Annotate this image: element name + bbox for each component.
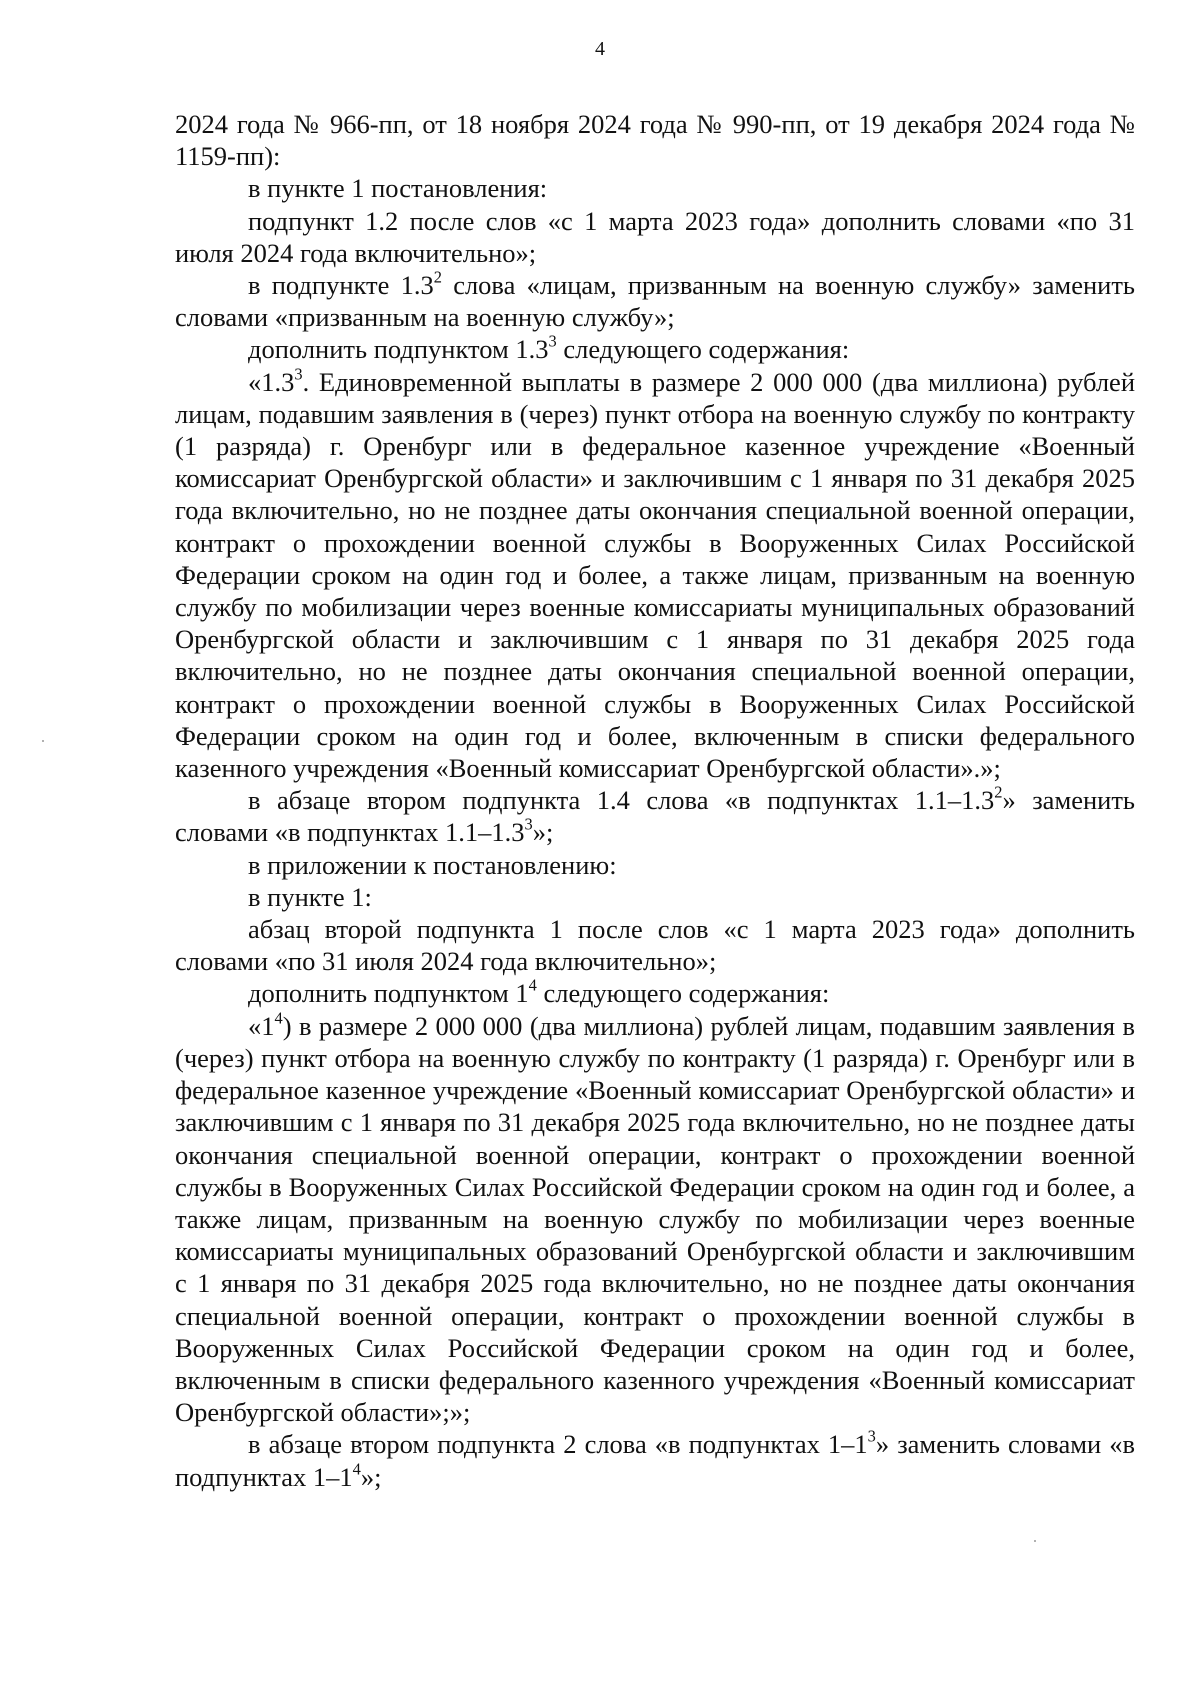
paragraph-text: в подпункте 1.3 — [248, 270, 434, 301]
paragraph-text: в пункте 1 постановления: — [248, 173, 548, 204]
paragraph — [175, 1428, 1135, 1492]
paragraph — [175, 366, 1135, 785]
superscript: 3 — [524, 814, 533, 834]
paragraph-text: следующего содержания: — [536, 978, 830, 1009]
paragraph — [175, 1010, 1135, 1429]
paragraph-text: абзац второй подпункта 1 после слов «с 1 марта 2023 года» дополнить словами «по 31 июля 2024 года включительно»; — [175, 914, 1135, 977]
superscript: 4 — [528, 975, 537, 995]
paragraph-text: в абзаце втором подпункта 2 слова «в подпунктах 1–1 — [248, 1429, 868, 1460]
superscript: 3 — [548, 331, 557, 351]
paragraph-text: в пункте 1: — [248, 881, 372, 912]
paragraph — [175, 108, 1135, 172]
paragraph-text: » заменить словами «в подпунктах 1.1–1.3 — [175, 785, 1135, 848]
paragraph-text: 2024 года № 966-пп, от 18 ноября 2024 года № 990-пп, от 19 декабря 2024 года № 1159-пп): — [175, 109, 1135, 172]
paragraph-text: . Единовременной выплаты в размере 2 000 000 (два миллиона) рублей лицам, подавшим заявления в (через) пункт отбора на военную службу по контракту (1 разряда) г. Оренбург или в федеральное казенное учреждение «Военный комиссариат Оренбургской области» и заключившим с 1 января по 31 декабря 2025 года включительно, но не позднее даты окончания специальной военной операции, контракт о прохождении военной службы в Вооруженных Силах Российской Федерации сроком на один год и более, а также лицам, призванным на военную службу по мобилизации через военные комиссариаты муниципальных образований Оренбургской области и заключившим с 1 января по 31 декабря 2025 года включительно, но не позднее даты окончания специальной военной операции, контракт о прохождении военной службы в Вооруженных Силах Российской Федерации сроком на один год и более, включенным в списки федерального казенного учреждения «Военный комиссариат Оренбургской области».»; — [175, 366, 1135, 784]
superscript: 4 — [352, 1459, 361, 1479]
paragraph-text: дополнить подпунктом 1.3 — [248, 334, 549, 365]
document-body — [175, 108, 1135, 1493]
paragraph — [175, 205, 1135, 269]
paragraph — [175, 849, 1135, 881]
superscript: 3 — [867, 1426, 876, 1446]
page-number: 4 — [595, 38, 605, 60]
paragraph — [175, 269, 1135, 333]
paragraph-text: »; — [360, 1461, 382, 1492]
paragraph-text: слова «лицам, призванным на военную службу» заменить словами «призванным на военную службу»; — [175, 270, 1135, 333]
paragraph-text: » заменить словами «в подпунктах 1–1 — [175, 1429, 1135, 1492]
paragraph-text: «1.3 — [248, 366, 295, 397]
paragraph-text: следующего содержания: — [556, 334, 850, 365]
superscript: 2 — [433, 267, 442, 287]
superscript: 4 — [274, 1008, 283, 1028]
paragraph-text: в абзаце втором подпункта 1.4 слова «в подпунктах 1.1–1.3 — [248, 785, 995, 816]
scan-speck — [1034, 1540, 1036, 1542]
paragraph — [175, 172, 1135, 204]
paragraph-text: подпункт 1.2 после слов «с 1 марта 2023 года» дополнить словами «по 31 июля 2024 года включительно»; — [175, 205, 1135, 268]
paragraph — [175, 333, 1135, 365]
paragraph-text: дополнить подпунктом 1 — [248, 978, 529, 1009]
scan-speck — [42, 740, 44, 742]
paragraph — [175, 784, 1135, 848]
superscript: 3 — [294, 364, 303, 384]
paragraph-text: ) в размере 2 000 000 (два миллиона) рублей лицам, подавшим заявления в (через) пункт отбора на военную службу по контракту (1 разряда) г. Оренбург или в федеральное казенное учреждение «Военный комиссариат Оренбургской области» и заключившим с 1 января по 31 декабря 2025 года включительно, но не позднее даты окончания специальной военной операции, контракт о прохождении военной службы в Вооруженных Силах Российской Федерации сроком на один год и более, а также лицам, призванным на военную службу по мобилизации через военные комиссариаты муниципальных образований Оренбургской области и заключившим с 1 января по 31 декабря 2025 года включительно, но не позднее даты окончания специальной военной операции, контракт о прохождении военной службы в Вооруженных Силах Российской Федерации сроком на один год и более, включенным в списки федерального казенного учреждения «Военный комиссариат Оренбургской области»;»; — [175, 1010, 1135, 1428]
paragraph-text: »; — [532, 817, 554, 848]
superscript: 2 — [994, 782, 1003, 802]
paragraph — [175, 913, 1135, 977]
paragraph — [175, 881, 1135, 913]
paragraph — [175, 977, 1135, 1009]
paragraph-text: в приложении к постановлению: — [248, 849, 617, 880]
paragraph-text: «1 — [248, 1010, 275, 1041]
